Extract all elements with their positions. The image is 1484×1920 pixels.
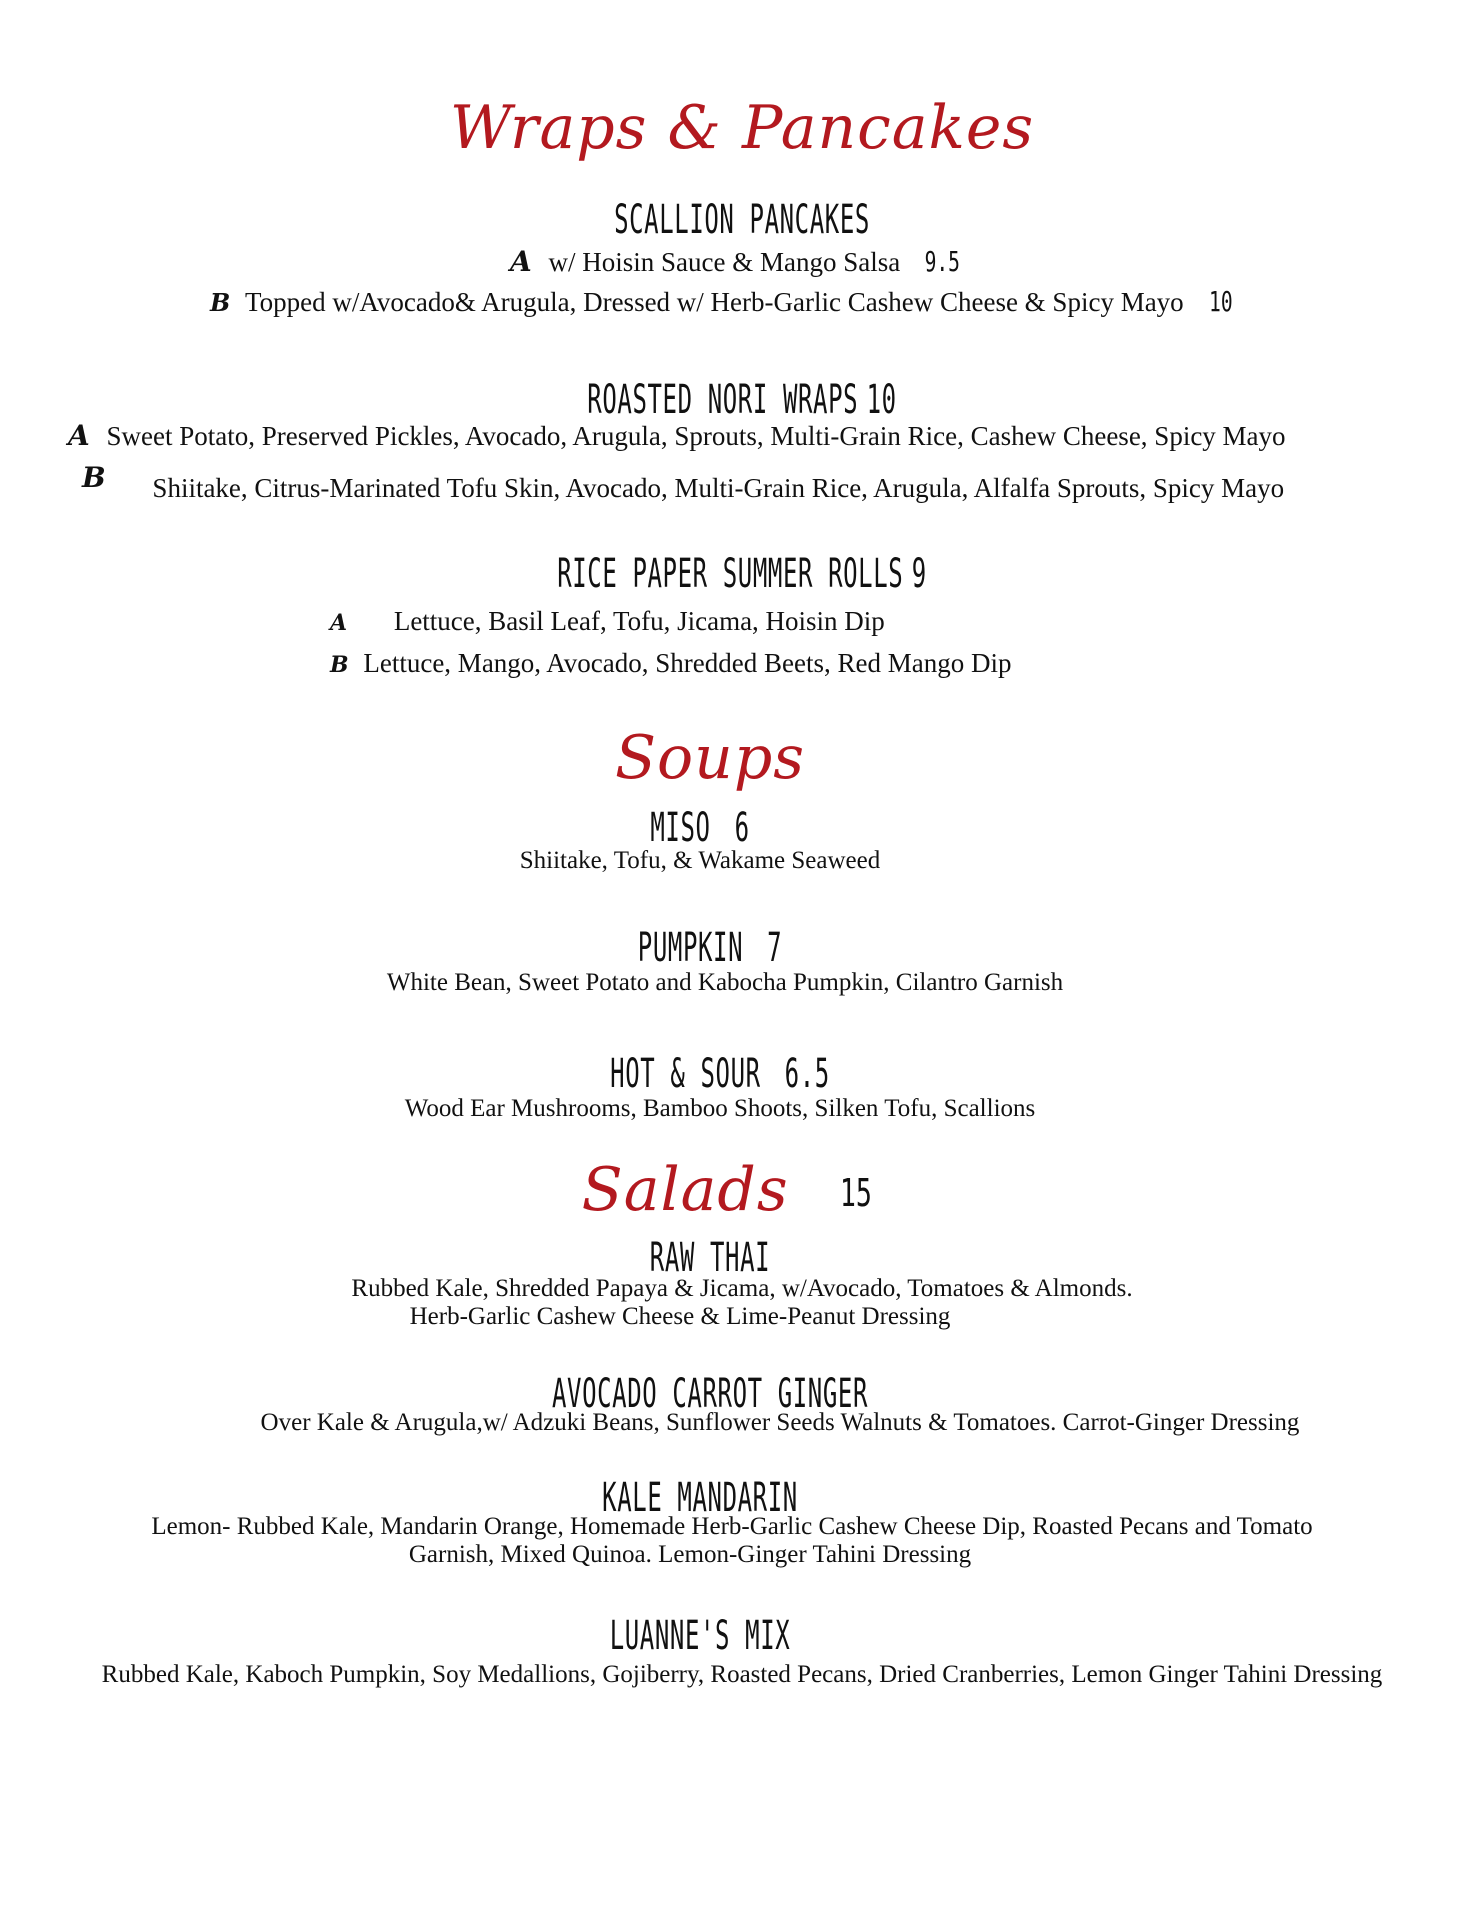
item-title-summer-rolls [297, 551, 1187, 597]
scallion-option-a [510, 245, 968, 278]
option-desc: w/ Hoisin Sauce & Mango Salsa [548, 247, 901, 277]
raw-thai-desc-2: Herb-Garlic Cashew Cheese & Lime-Peanut Dressing [409, 1303, 951, 1330]
item-title-miso [280, 805, 1120, 851]
item-name: ROASTED NORI WRAPS [587, 377, 859, 423]
item-price: 6 [734, 805, 750, 851]
item-price: 9 [911, 551, 927, 597]
rolls-option-b [330, 650, 1011, 677]
kale-desc-1: Lemon- Rubbed Kale, Mandarin Orange, Homemade Herb-Garlic Cashew Cheese Dip, Roasted Pecans and Tomato [151, 1513, 1313, 1540]
option-letter: A [510, 245, 532, 278]
item-price: 6.5 [784, 1051, 830, 1097]
option-price: 9.5 [924, 245, 960, 278]
option-letter: B [330, 652, 349, 678]
item-title-raw-thai: RAW THAI [649, 1235, 771, 1281]
option-desc: Shiitake, Citrus-Marinated Tofu Skin, Avocado, Multi-Grain Rice, Arugula, Alfalfa Sprouts, Spicy Mayo [152, 473, 1285, 503]
item-price: 7 [767, 925, 783, 971]
avocado-desc: Over Kale & Arugula,w/ Adzuki Beans, Sunflower Seeds Walnuts & Tomatoes. Carrot-Ginger Dressing [260, 1409, 1300, 1436]
item-price: 10 [866, 377, 897, 423]
option-desc: Sweet Potato, Preserved Pickles, Avocado, Arugula, Sprouts, Multi-Grain Rice, Cashew Cheese, Spicy Mayo [106, 421, 1286, 451]
item-name: MISO [650, 805, 711, 851]
option-desc: Lettuce, Mango, Avocado, Shredded Beets, Red Mango Dip [363, 648, 1012, 678]
rolls-option-a [330, 608, 885, 635]
kale-desc-2: Garnish, Mixed Quinoa. Lemon-Ginger Tahini Dressing [408, 1541, 972, 1568]
nori-option-b [82, 461, 1285, 503]
item-name: SCALLION PANCAKES [614, 197, 870, 243]
nori-option-a [68, 419, 1286, 452]
item-title-pumpkin [284, 925, 1136, 971]
item-title-scallion-pancakes [297, 197, 1187, 243]
option-letter: A [68, 419, 90, 452]
option-letter: B [210, 288, 231, 317]
option-letter: B [82, 461, 106, 494]
option-desc: Topped w/Avocado& Arugula, Dressed w/ Herb-Garlic Cashew Cheese & Spicy Mayo [245, 287, 1184, 317]
salads-header [0, 1155, 1460, 1225]
item-title-kale-mandarin: KALE MANDARIN [602, 1475, 798, 1521]
item-title-luannes-mix: LUANNE'S MIX [609, 1613, 791, 1659]
item-title-nori-wraps [297, 377, 1187, 423]
section-title-salads: Salads [581, 1155, 789, 1225]
section-title-wraps: Wraps & Pancakes [449, 93, 1035, 163]
item-title-hot-sour [288, 1051, 1152, 1097]
section-title-soups: Soups [614, 723, 806, 793]
scallion-option-b [210, 285, 1238, 318]
miso-desc: Shiitake, Tofu, & Wakame Seaweed [519, 847, 881, 874]
option-price: 10 [1209, 285, 1234, 318]
item-name: HOT & SOUR [610, 1051, 761, 1097]
item-name: PUMPKIN [637, 925, 744, 971]
hot-sour-desc: Wood Ear Mushrooms, Bamboo Shoots, Silken Tofu, Scallions [404, 1095, 1036, 1122]
option-desc: Lettuce, Basil Leaf, Tofu, Jicama, Hoisin Dip [393, 606, 885, 636]
pumpkin-desc: White Bean, Sweet Potato and Kabocha Pumpkin, Cilantro Garnish [386, 969, 1064, 996]
salads-price: 15 [839, 1171, 872, 1215]
raw-thai-desc-1: Rubbed Kale, Shredded Papaya & Jicama, w/Avocado, Tomatoes & Almonds. [351, 1275, 1133, 1302]
option-letter: A [330, 610, 348, 636]
item-name: RICE PAPER SUMMER ROLLS [557, 551, 904, 597]
luannes-mix-desc: Rubbed Kale, Kaboch Pumpkin, Soy Medallions, Gojiberry, Roasted Pecans, Dried Cranberries, Lemon Ginger Tahini Dressing [101, 1661, 1383, 1688]
item-title-avocado-carrot-ginger: AVOCADO CARROT GINGER [551, 1371, 869, 1417]
